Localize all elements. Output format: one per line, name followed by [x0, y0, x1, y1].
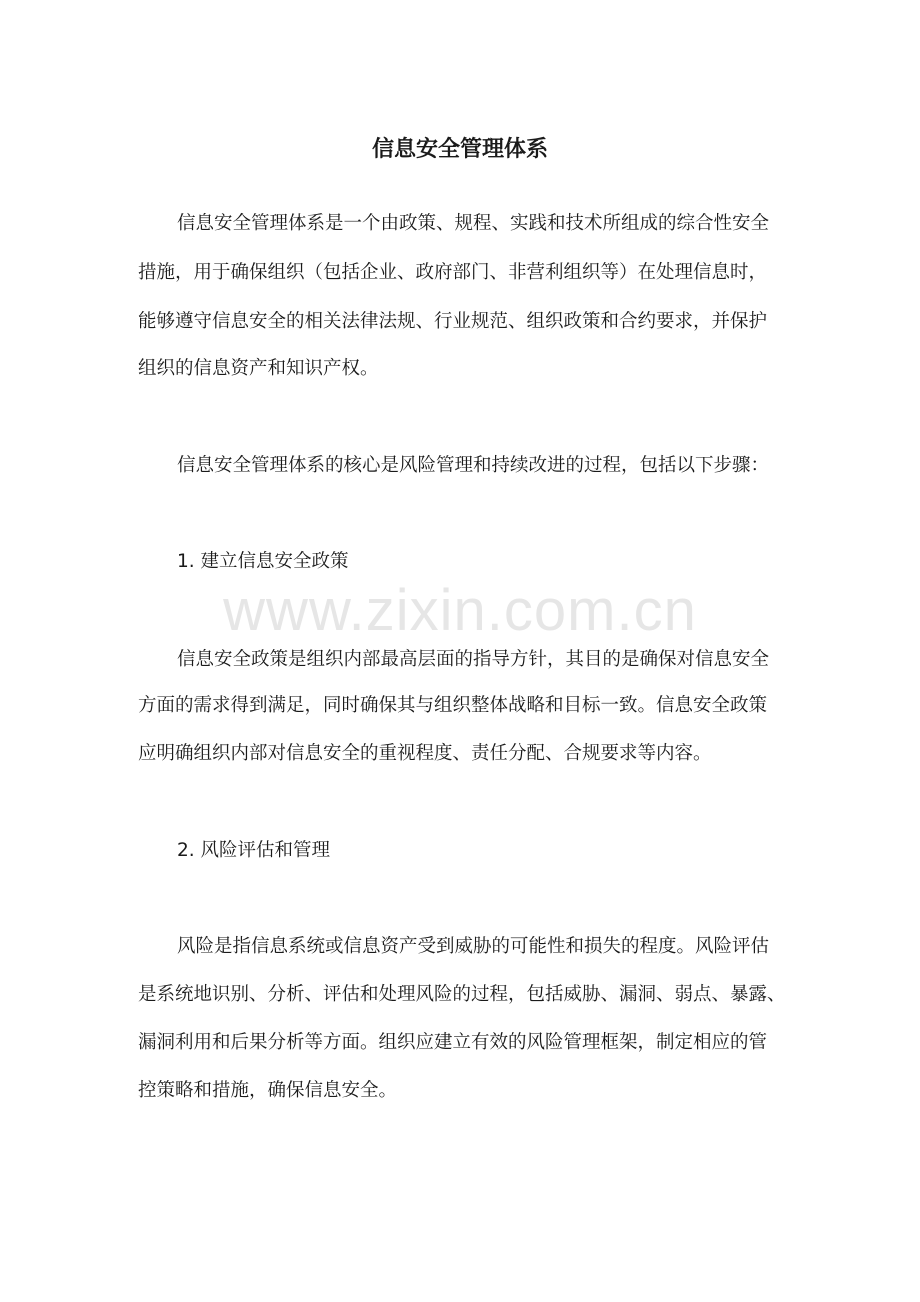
- watermark: www.zixin.com.cn: [223, 578, 697, 643]
- paragraph-line: 方面的需求得到满足，同时确保其与组织整体战略和目标一致。信息安全政策: [138, 695, 768, 716]
- paragraph-line: 组织的信息资产和知识产权。: [138, 358, 379, 379]
- paragraph-line: 信息安全管理体系是一个由政策、规程、实践和技术所组成的综合性安全: [177, 213, 770, 234]
- paragraph-line: 信息安全政策是组织内部最高层面的指导方针，其目的是确保对信息安全: [177, 649, 770, 670]
- section-heading-1: 1. 建立信息安全政策: [177, 551, 349, 572]
- paragraph-line: 应明确组织内部对信息安全的重视程度、责任分配、合规要求等内容。: [138, 743, 712, 764]
- paragraph-line: 是系统地识别、分析、评估和处理风险的过程，包括威胁、漏洞、弱点、暴露、: [138, 984, 786, 1005]
- paragraph-line: 风险是指信息系统或信息资产受到威胁的可能性和损失的程度。风险评估: [177, 936, 770, 957]
- document-title: 信息安全管理体系: [371, 137, 548, 162]
- paragraph-line: 信息安全管理体系的核心是风险管理和持续改进的过程，包括以下步骤：: [177, 455, 770, 476]
- paragraph-line: 措施，用于确保组织（包括企业、政府部门、非营利组织等）在处理信息时，: [138, 262, 768, 283]
- paragraph-line: 控策略和措施，确保信息安全。: [138, 1080, 398, 1101]
- paragraph-line: 漏洞利用和后果分析等方面。组织应建立有效的风险管理框架，制定相应的管: [138, 1032, 768, 1053]
- section-heading-2: 2. 风险评估和管理: [177, 840, 331, 861]
- paragraph-line: 能够遵守信息安全的相关法律法规、行业规范、组织政策和合约要求，并保护: [138, 311, 768, 332]
